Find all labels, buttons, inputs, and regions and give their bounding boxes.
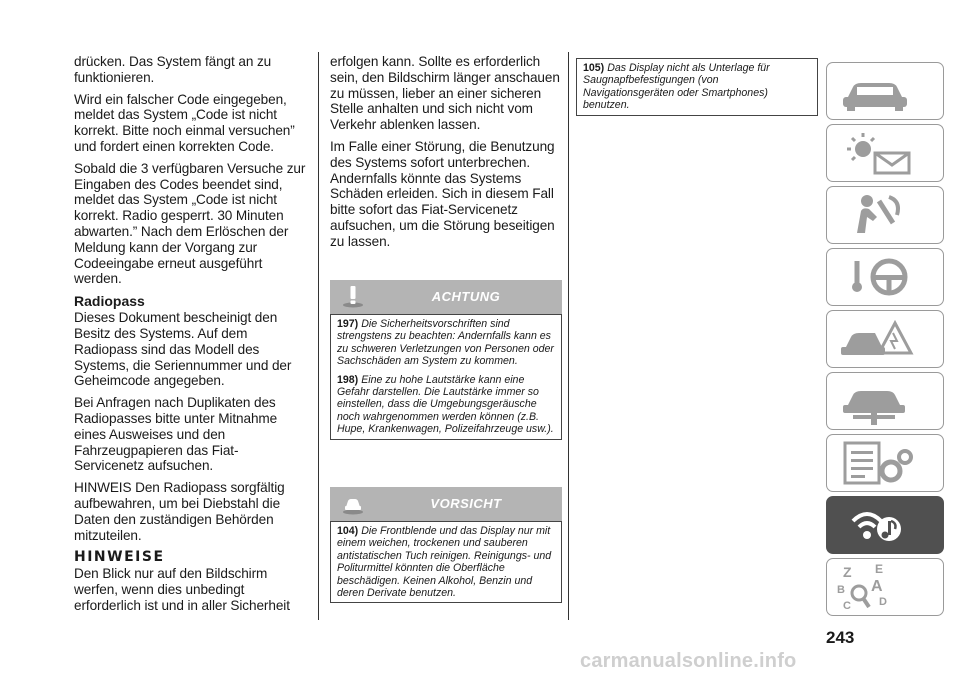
heading-hinweise: HINWEISE <box>74 549 165 566</box>
svg-text:A: A <box>871 578 883 595</box>
paragraph: Den Blick nur auf den Bildschirm werfen, wenn dies unbedingt erforderlich ist und in aller Sicherheit <box>74 566 290 613</box>
warning-title: ACHTUNG <box>431 289 501 304</box>
note-item: 198) Eine zu hohe Lautstärke kann eine Gefahr darstellen. Die Lautstärke immer so einstellen, dass die Umgebungsgeräusche noch wahrgenommen werden können (z.B. Hupe, Krankenwagen, Polizeifahrzeuge usw.). <box>337 373 554 436</box>
paragraph: Wird ein falscher Code eingegeben, meldet das System „Code ist nicht korrekt. Bitte noch einmal versuchen” und fordert einen korrekten Code. <box>74 91 295 154</box>
note-item: 104) Die Frontblende und das Display nur mit einem weichen, trockenen und sauberen antistatischen Tuch reinigen. Reinigungs- und Politurmittel könnten die Oberfläche beschädigen. Keinen Alkohol, Benzin und deren Derivate benutzen. <box>337 525 552 600</box>
svg-text:Z: Z <box>843 564 852 580</box>
paragraph: Bei Anfragen nach Duplikaten des Radiopasses bitte unter Mitnahme eines Ausweises und den Fahrzeugpapieren das Fiat-Servicenetz aufsuchen. <box>74 395 278 474</box>
warning-box <box>330 280 562 440</box>
note-item: 197) Die Sicherheitsvorschriften sind strengstens zu beachten: Andernfalls kann es zu schweren Verletzungen von Personen oder Sachschäden am System zu kommen. <box>337 318 554 368</box>
tab-driving[interactable] <box>826 248 944 306</box>
paragraph: erfolgen kann. Sollte es erforderlich sein, den Bildschirm länger anschauen zu müssen, lieber an einer sicheren Stelle anhalten und sich nicht vom Verkehr ablenken lassen. <box>330 54 560 133</box>
caution-title: VORSICHT <box>430 496 502 511</box>
tab-emergency[interactable] <box>826 310 944 368</box>
accident-warning-icon <box>827 311 943 367</box>
warning-header <box>330 280 562 314</box>
tab-multimedia[interactable] <box>826 496 944 554</box>
watermark: carmanualsonline.info <box>580 650 797 672</box>
car-icon <box>827 63 943 119</box>
paragraph: HINWEIS Den Radiopass sorgfältig aufbewahren, um bei Diebstahl die Daten den zuständigen Behörden mitzuteilen. <box>74 480 285 543</box>
column-divider <box>318 52 319 620</box>
tab-maintenance[interactable] <box>826 372 944 430</box>
key-steering-icon <box>827 249 943 305</box>
text-column-1 <box>74 54 306 620</box>
tab-index[interactable] <box>826 558 944 616</box>
index-icon <box>827 559 943 615</box>
svg-text:B: B <box>837 584 845 596</box>
svg-text:D: D <box>879 596 887 608</box>
svg-text:C: C <box>843 600 851 612</box>
tab-safety[interactable] <box>826 186 944 244</box>
page-number: 243 <box>826 628 855 647</box>
paragraph: Dieses Dokument bescheinigt den Besitz des Systems. Auf dem Radiopass sind das Modell des Systems, die Seriennummer und der Geheimcode angegeben. <box>74 310 292 389</box>
tab-car-overview[interactable] <box>826 62 944 120</box>
multimedia-icon <box>827 497 943 553</box>
warning-lights-icon <box>827 125 943 181</box>
specifications-icon <box>827 435 943 491</box>
caution-note-box <box>576 58 818 116</box>
caution-box <box>330 487 562 603</box>
svg-text:E: E <box>875 562 884 576</box>
paragraph: drücken. Das System fängt an zu funktionieren. <box>74 54 272 85</box>
paragraph: Sobald die 3 verfügbaren Versuche zur Eingaben des Codes beendet sind, meldet das System „Code ist nicht korrekt. Radio gesperrt. 30 Minuten abwarten.” Nach dem Erlöschen der Meldung kann der Vorgang zur Codeeingabe erneut ausgeführt werden. <box>74 160 306 287</box>
paragraph: Im Falle einer Störung, die Benutzung des Systems sofort unterbrechen. Andernfalls könnte das Systems Schäden erleiden. Sich in diesem Fall bitte sofort das Fiat-Servicenetz aufsuchen, um die Störung beseitigen zu lassen. <box>330 138 555 249</box>
heading-radiopass: Radiopass <box>74 293 145 310</box>
note-item: 105) Das Display nicht als Unterlage für Saugnapfbefestigungen (von Navigationsgeräten oder Smartphones) benutzen. <box>583 62 770 112</box>
tab-specifications[interactable] <box>826 434 944 492</box>
car-lift-icon <box>827 373 943 429</box>
caution-notes <box>330 521 562 603</box>
column-divider <box>568 52 569 620</box>
warning-notes <box>330 314 562 440</box>
airbag-seat-icon <box>827 187 943 243</box>
text-column-2 <box>330 54 562 256</box>
caution-header <box>330 487 562 521</box>
tab-warning-lights[interactable] <box>826 124 944 182</box>
